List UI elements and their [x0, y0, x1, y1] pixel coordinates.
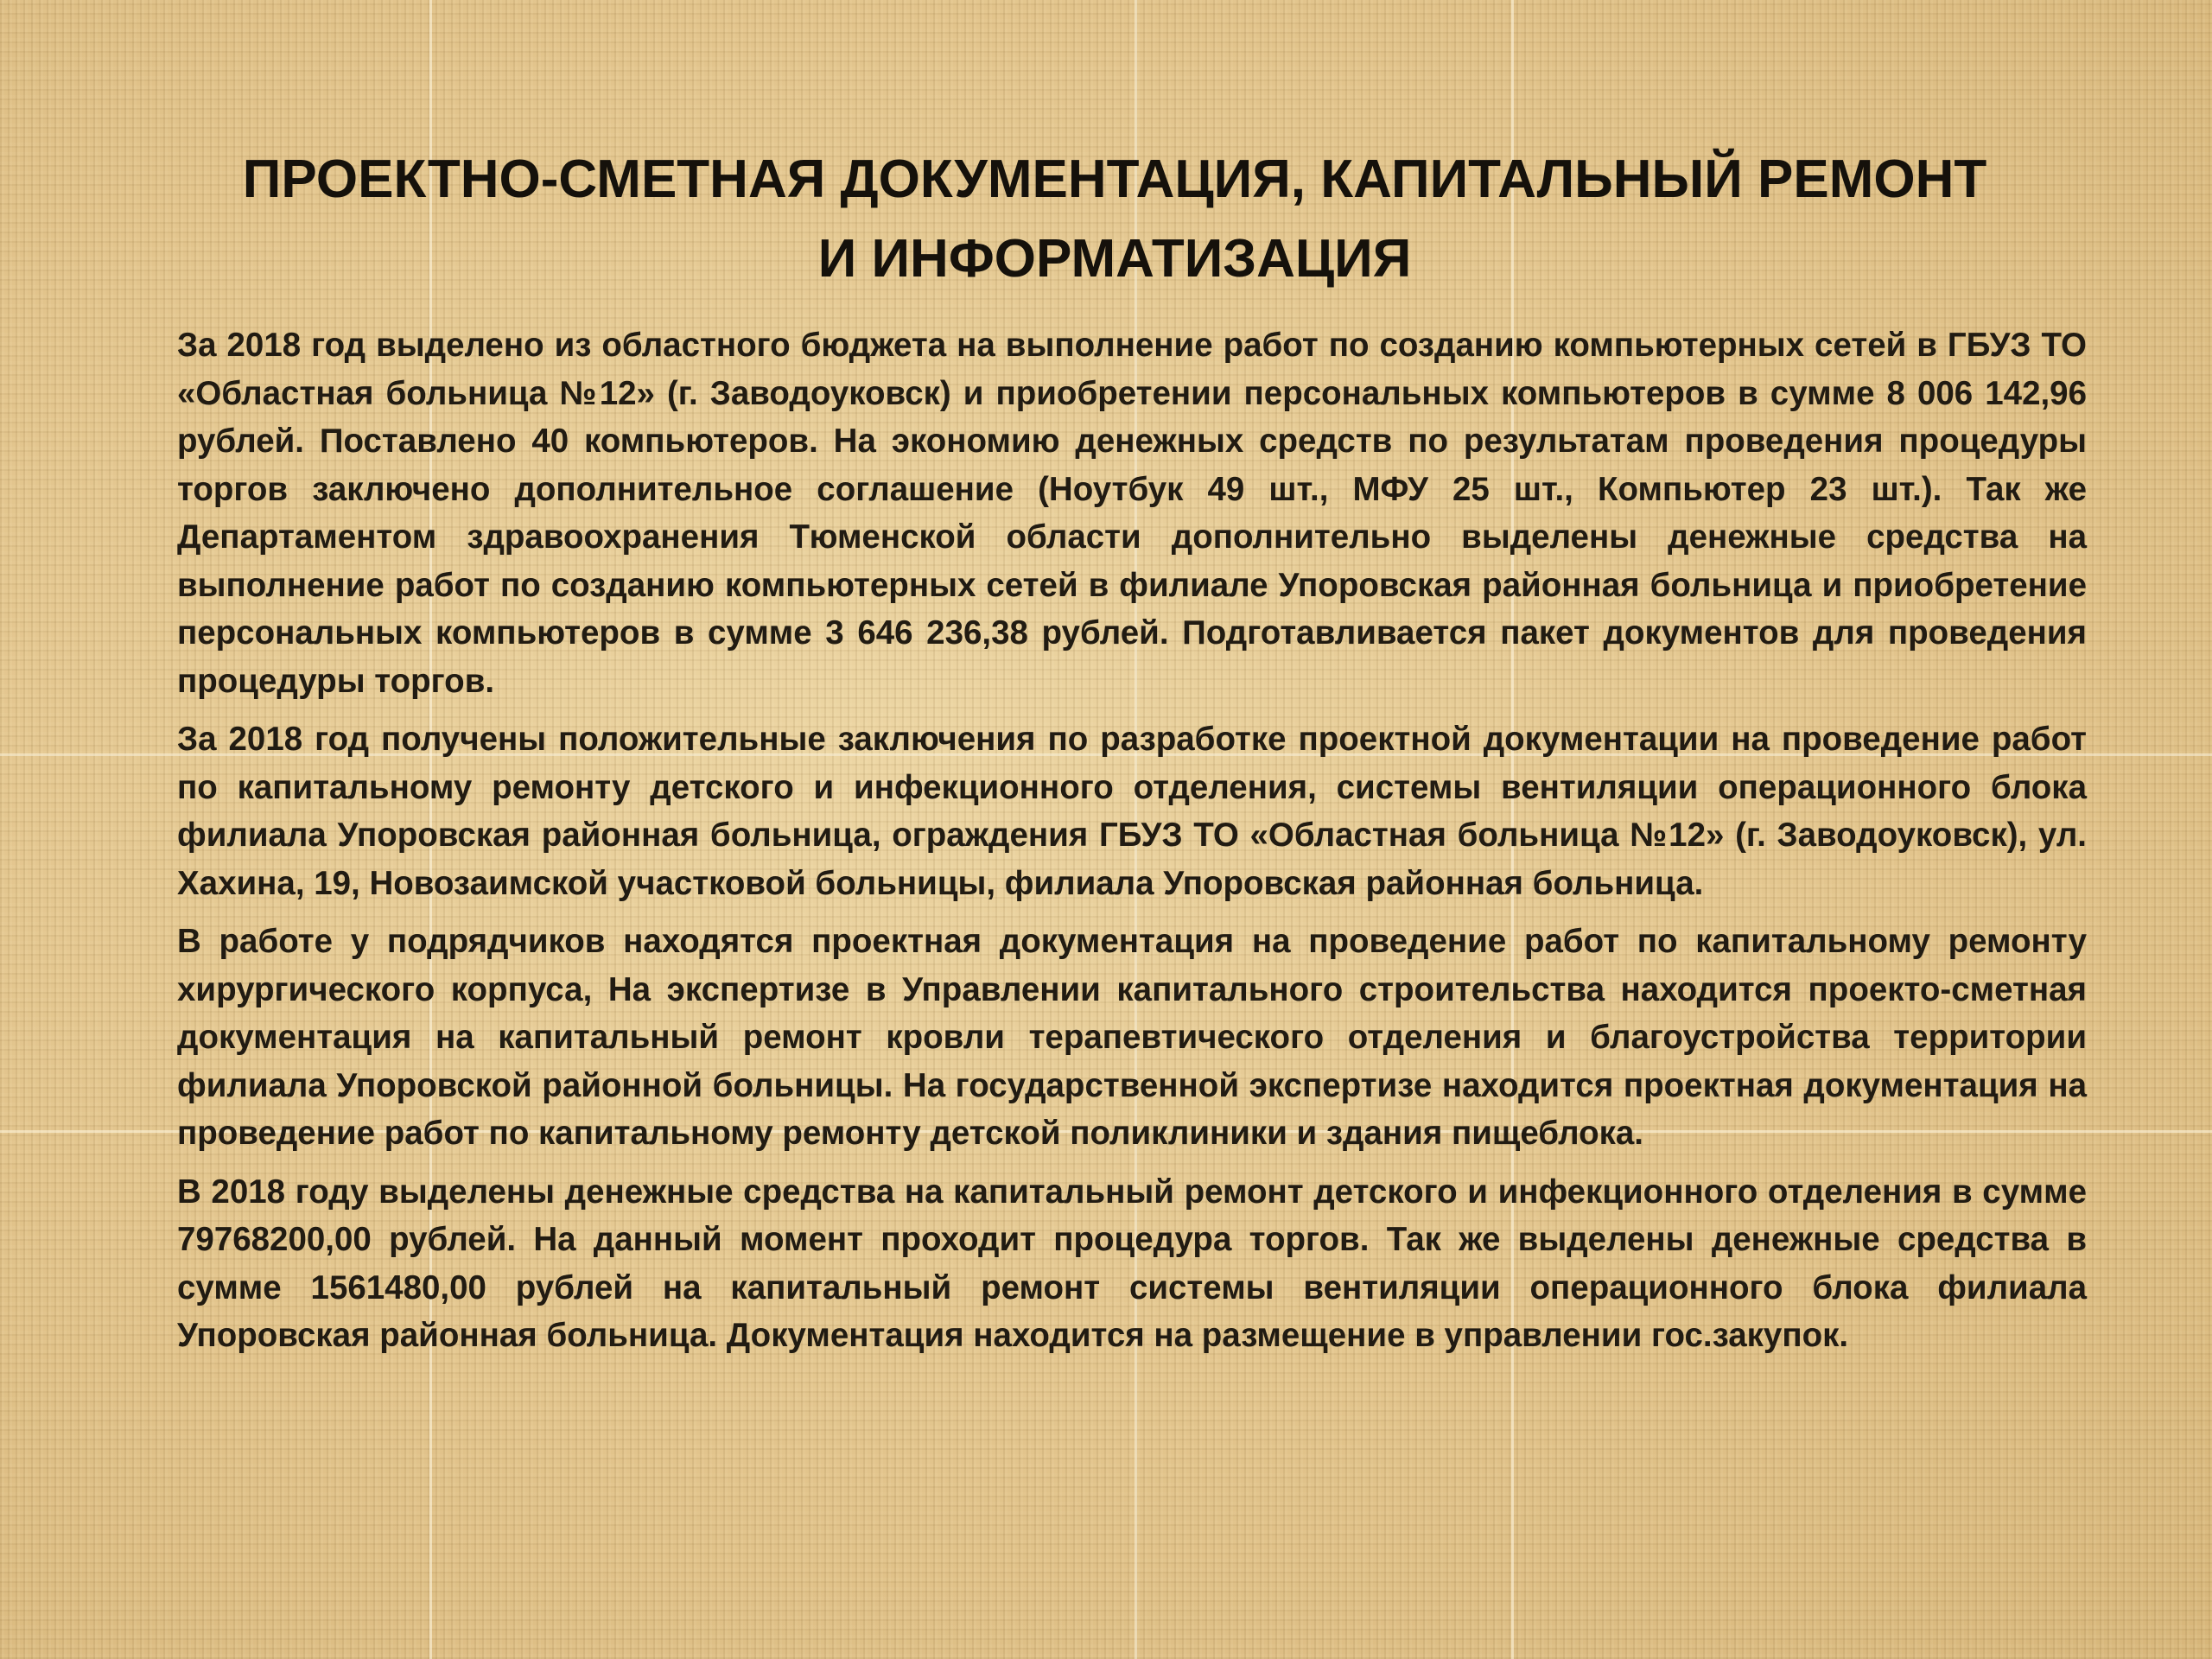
paragraph-capital-repair-funding: В 2018 году выделены денежные средства на капитальный ремонт детского и инфекционного отделения в сумме 79768200,00 рублей. На данный момент проходит процедура торгов. Так же выделены денежные средства в сумме 1561480,00 рублей на капитальный ремонт системы вентиляции операционного блока филиала Упоровская районная больница. Документация находится на размещение в управлении гос.закупок. — [177, 1173, 2087, 1354]
slide-title-line-2: И ИНФОРМАТИЗАЦИЯ — [817, 229, 1412, 289]
slide-body — [177, 321, 2087, 1370]
paragraph-contractors-expertise: В работе у подрядчиков находятся проектная документация на проведение работ по капитальному ремонту хирургического корпуса, На экспертизе в Управлении капитального строительства находится проекто-сметная документация на капитальный ремонт кровли терапевтического отделения и благоустройства территории филиала Упоровской районной больницы. На государственной экспертизе находится проектная документация на проведение работ по капитальному ремонту детской поликлиники и здания пищеблока. — [177, 923, 2087, 1152]
slide-title-line-1: ПРОЕКТНО-СМЕТНАЯ ДОКУМЕНТАЦИЯ, КАПИТАЛЬНЫЙ РЕМОНТ — [242, 149, 1987, 209]
slide-title — [130, 140, 2100, 299]
paragraph-informatization: За 2018 год выделено из областного бюджета на выполнение работ по созданию компьютерных сетей в ГБУЗ ТО «Областная больница №12» (г. Заводоуковск) и приобретении персональных компьютеров в сумме 8 006 142,96 рублей. Поставлено 40 компьютеров. На экономию денежных средств по результатам проведения процедуры торгов заключено дополнительное соглашение (Ноутбук 49 шт., МФУ 25 шт., Компьютер 23 шт.). Так же Департаментом здравоохранения Тюменской области дополнительно выделены денежные средства на выполнение работ по созданию компьютерных сетей в филиале Упоровская районная больница и приобретение персональных компьютеров в сумме 3 646 236,38 рублей. Подготавливается пакет документов для проведения процедуры торгов. — [177, 327, 2087, 700]
paragraph-design-approvals: За 2018 год получены положительные заключения по разработке проектной документации на проведение работ по капитальному ремонту детского и инфекционного отделения, системы вентиляции операционного блока филиала Упоровская районная больница, ограждения ГБУЗ ТО «Областная больница №12» (г. Заводоуковск), ул. Хахина, 19, Новозаимской участковой больницы, филиала Упоровская районная больница. — [177, 721, 2087, 902]
